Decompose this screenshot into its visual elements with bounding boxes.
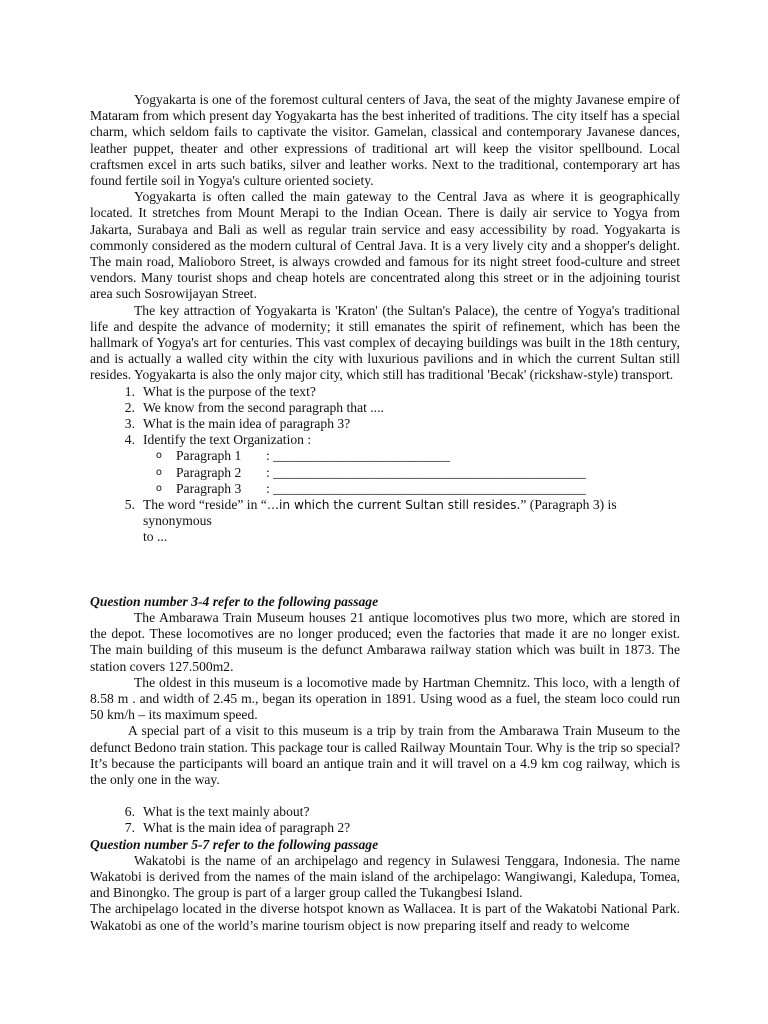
question-number: 1. bbox=[124, 383, 135, 399]
question-text: What is the purpose of the text? bbox=[143, 383, 316, 399]
passage1-question-list bbox=[90, 384, 680, 546]
question-text-part: to ... bbox=[143, 529, 168, 545]
passage2-question-list bbox=[90, 804, 680, 836]
question-item bbox=[90, 384, 680, 400]
passage3-paragraph-1: Wakatobi is the name of an archipelago and regency in Sulawesi Tenggara, Indonesia. The name Wakatobi is derived from the names of the main island of the archipelago: Wangiwangi, Kaledupa, Tomea, and Binongko. The group is part of a larger group called the Tukangbesi Island. bbox=[90, 852, 680, 901]
question-item bbox=[90, 497, 680, 546]
question-text bbox=[143, 497, 680, 546]
organization-item bbox=[90, 448, 680, 464]
passage2-paragraph-1: The Ambarawa Train Museum houses 21 antique locomotives plus two more, which are stored in the depot. These locomotives are no longer produced; even the factories that made it are no longer exist. The main building of this museum is the defunct Ambarawa railway station which was built in 1873. The station covers 127.500m2. bbox=[90, 609, 680, 674]
question-item bbox=[90, 400, 680, 416]
question-text: What is the main idea of paragraph 3? bbox=[143, 416, 351, 432]
answer-blank: : ______________________________________________ bbox=[266, 480, 586, 496]
question-text: Identify the text Organization : bbox=[143, 432, 312, 448]
question-number: 3. bbox=[124, 416, 135, 432]
organization-label: Paragraph 3 bbox=[176, 480, 242, 496]
organization-item bbox=[90, 481, 680, 497]
organization-item bbox=[90, 465, 680, 481]
spacer bbox=[90, 546, 680, 594]
answer-blank: : ______________________________________________ bbox=[266, 464, 586, 480]
question-text-part: The word “reside” in “ bbox=[143, 497, 267, 513]
question-item bbox=[90, 416, 680, 432]
passage3-heading: Question number 5-7 refer to the following passage bbox=[90, 836, 379, 852]
question-text: We know from the second paragraph that .... bbox=[143, 399, 384, 415]
bullet-icon: o bbox=[155, 482, 162, 494]
document-page bbox=[90, 92, 680, 934]
passage1-paragraph-2: Yogyakarta is often called the main gateway to the Central Java as where it is geographically located. It stretches from Mount Merapi to the Indian Ocean. There is daily air service to Yogya from Jakarta, Surabaya and Bali as well as regular train service and easy accessibility by road. Yogyakarta is commonly considered as the modern cultural of Central Java. It is a very lively city and a shopper's delight. The main road, Malioboro Street, is always crowded and famous for its night street food-culture and street vendors. Many tourist shops and cheap hotels are concentrated along this street or in the adjoining tourist area such Sosrowijayan Street. bbox=[90, 189, 680, 302]
question-number: 4. bbox=[124, 432, 135, 448]
passage2-heading: Question number 3-4 refer to the following passage bbox=[90, 593, 379, 609]
question-text: What is the main idea of paragraph 2? bbox=[143, 820, 351, 836]
passage2-paragraph-3: A special part of a visit to this museum is a trip by train from the Ambarawa Train Museum to the defunct Bedono train station. This package tour is called Railway Mountain Tour. Why is the trip so special? It’s because the participants will board an antique train and it will travel on a 4.9 km cog railway, which is the only one in the way. bbox=[90, 723, 680, 787]
question-number: 7. bbox=[124, 820, 135, 836]
question-item bbox=[90, 804, 680, 820]
passage1-paragraph-3: The key attraction of Yogyakarta is 'Kraton' (the Sultan's Palace), the centre of Yogya's traditional life and despite the advance of modernity; it still emanates the spirit of refinement, which has been the hallmark of Yogya's art for centuries. This vast complex of decaying buildings was built in the 18th century, and is actually a walled city within the city with luxurious pavilions and in which the current Sultan still resides. Yogyakarta is also the only major city, which still has traditional 'Becak' (rickshaw-style) transport. bbox=[90, 302, 680, 383]
spacer bbox=[90, 788, 680, 804]
quoted-phrase: …in which the current Sultan still resides. bbox=[266, 498, 521, 513]
passage1-paragraph-1: Yogyakarta is one of the foremost cultural centers of Java, the seat of the mighty Javanese empire of Mataram from which present day Yogyakarta has the best inherited of traditions. The city itself has a special charm, which seldom fails to captivate the visitor. Gamelan, classical and contemporary Javanese dances, leather puppet, theater and other expressions of traditional art will keep the visitor spellbound. Local craftsmen excel in arts such batiks, silver and leather works. Next to the traditional, contemporary art has found fertile soil in Yogya's culture oriented society. bbox=[90, 92, 680, 189]
question-number: 5. bbox=[124, 497, 135, 513]
question-text: What is the text mainly about? bbox=[143, 804, 310, 820]
organization-label: Paragraph 2 bbox=[176, 464, 242, 480]
question-number: 6. bbox=[124, 804, 135, 820]
bullet-icon: o bbox=[155, 466, 162, 478]
organization-label: Paragraph 1 bbox=[176, 448, 242, 464]
passage3-paragraph-2: The archipelago located in the diverse hotspot known as Wallacea. It is part of the Wakatobi National Park. Wakatobi as one of the world’s marine tourism object is now preparing itself and ready to welcome bbox=[90, 901, 680, 933]
question-number: 2. bbox=[124, 399, 135, 415]
answer-blank: : __________________________ bbox=[266, 448, 450, 464]
question-text-part: ” (Paragraph 3) is synonymous bbox=[143, 497, 617, 529]
question-item bbox=[90, 820, 680, 836]
question-item bbox=[90, 432, 680, 448]
passage2-paragraph-2: The oldest in this museum is a locomotive made by Hartman Chemnitz. This loco, with a length of 8.58 m . and width of 2.45 m., began its operation in 1891. Using wood as a fuel, the steam loco could run 50 km/h – its maximum speed. bbox=[90, 674, 680, 723]
bullet-icon: o bbox=[155, 450, 162, 462]
